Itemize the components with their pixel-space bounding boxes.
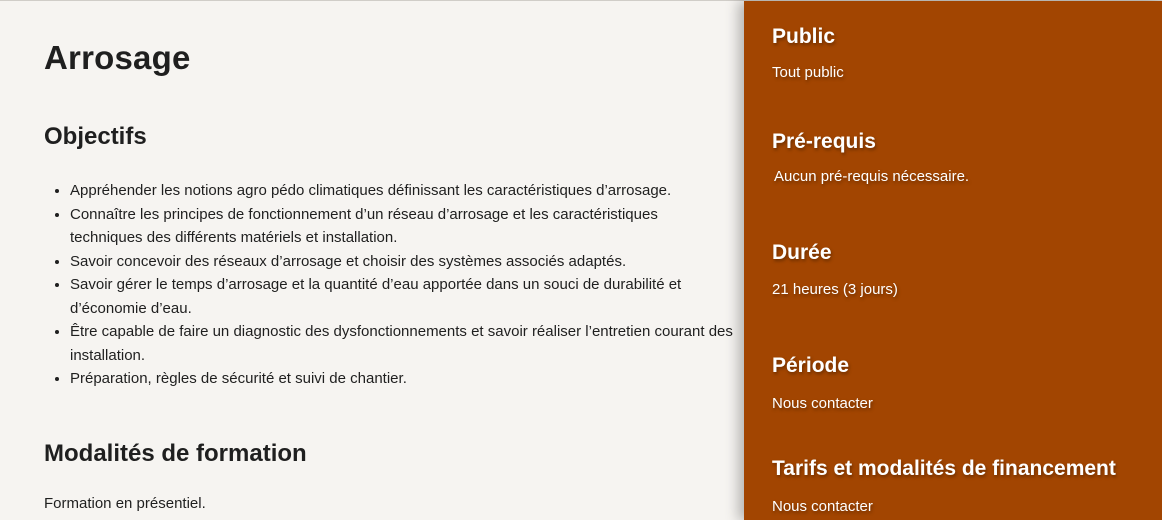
objective-item: • Être capable de faire un diagnostic des dysfonctionnements et savoir réaliser l’entretien courant des installation.: [70, 320, 734, 367]
period-heading: Période: [772, 354, 850, 377]
main-content: [0, 1, 744, 520]
public-value: Tout public: [772, 64, 844, 81]
prereq-heading: Pré-requis: [772, 130, 876, 153]
pricing-value: Nous contacter: [772, 498, 873, 515]
pricing-heading: Tarifs et modalités de financement: [772, 457, 1116, 480]
objective-item: • Préparation, règles de sécurité et suivi de chantier.: [70, 367, 734, 391]
duration-heading: Durée: [772, 241, 832, 264]
objectives-heading: Objectifs: [44, 123, 147, 150]
objective-item: • Appréhender les notions agro pédo climatiques définissant les caractéristiques d’arrosage.: [70, 179, 734, 203]
objective-item: • Savoir gérer le temps d’arrosage et la quantité d’eau apportée dans un souci de durabilité et d’économie d’eau.: [70, 273, 734, 320]
objective-item: • Connaître les principes de fonctionnement d’un réseau d’arrosage et les caractéristiques techniques des différents matériels et installation.: [70, 203, 734, 250]
public-heading: Public: [772, 25, 836, 48]
page-title: Arrosage: [44, 39, 191, 76]
objectives-list: [44, 179, 734, 391]
period-value: Nous contacter: [772, 395, 873, 412]
objective-item: • Savoir concevoir des réseaux d’arrosage et choisir des systèmes associés adaptés.: [70, 250, 734, 274]
info-sidebar: [744, 1, 1162, 520]
duration-value: 21 heures (3 jours): [772, 281, 898, 298]
modalites-heading: Modalités de formation: [44, 440, 307, 467]
modalites-text: Formation en présentiel.: [44, 495, 206, 512]
prereq-value: Aucun pré-requis nécessaire.: [774, 168, 970, 185]
